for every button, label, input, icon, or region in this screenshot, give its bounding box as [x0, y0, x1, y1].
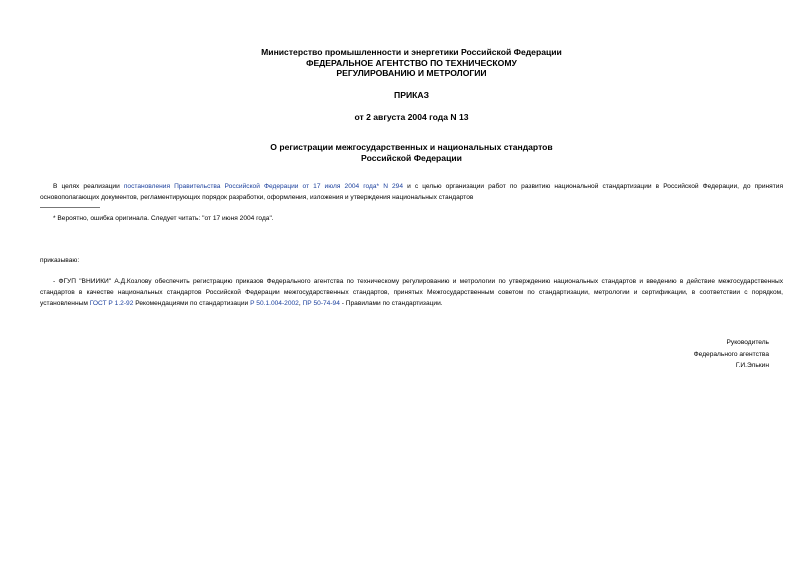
agency-heading-line2: РЕГУЛИРОВАНИЮ И МЕТРОЛОГИИ [336, 68, 487, 78]
intro-prefix: В целях реализации [53, 183, 124, 190]
item-text2: Рекомендациями по стандартизации [133, 300, 251, 307]
gost-link[interactable]: ГОСТ Р 1.2-92 [89, 300, 134, 307]
order-word: приказываю: [40, 257, 80, 264]
signature-role: Руководитель [726, 339, 769, 346]
intro-rest: и с целью организации работ по развитию национальной стандартизации в Российской Федерации, до принятия основополагающих документов, регламентирующих порядок разработки, оформления, изложения и утверждения национальных стандартов [40, 183, 784, 201]
footnote-divider [40, 207, 100, 208]
subject-line1: О регистрации межгосударственных и национальных стандартов [270, 142, 553, 152]
item-sep: , [298, 300, 303, 307]
subject-line2: Российской Федерации [361, 152, 462, 163]
footnote: * Вероятно, ошибка оригинала. Следует читать: "от 17 июня 2004 года". [53, 215, 274, 222]
ministry-heading: Министерство промышленности и энергетики Российской Федерации [261, 47, 562, 57]
resolution-link[interactable]: постановления Правительства Российской Федерации от 17 июля 2004 года* N 294 [123, 183, 404, 190]
signature-org: Федерального агентства [693, 350, 769, 358]
document-type: ПРИКАЗ [394, 90, 429, 100]
pr50-link[interactable]: ПР 50-74-94 [302, 300, 340, 307]
item-text1: - ФГУП "ВНИИКИ" А.Д.Козлову обеспечить регистрацию приказов Федерального агентства по техническому регулированию и метрологии по утверждению национальных стандартов и введению в действие межгосударственных стандартов в качестве национальных стандартов Российской Федерации межгосударственных стандартов, принятых Межгосударственным советом по стандартизации, метрологии и сертификации, в соответствии с порядком, установленным [40, 278, 783, 307]
intro-paragraph [40, 181, 783, 203]
order-item [40, 276, 783, 309]
agency-heading-line1: ФЕДЕРАЛЬНОЕ АГЕНТСТВО ПО ТЕХНИЧЕСКОМУ [306, 57, 517, 68]
document-date-number: от 2 августа 2004 года N 13 [354, 112, 469, 122]
signature-name: Г.И.Элькин [735, 362, 769, 369]
item-text3: - Правилами по стандартизации. [339, 300, 443, 307]
r50-link[interactable]: Р 50.1.004-2002 [250, 300, 299, 307]
